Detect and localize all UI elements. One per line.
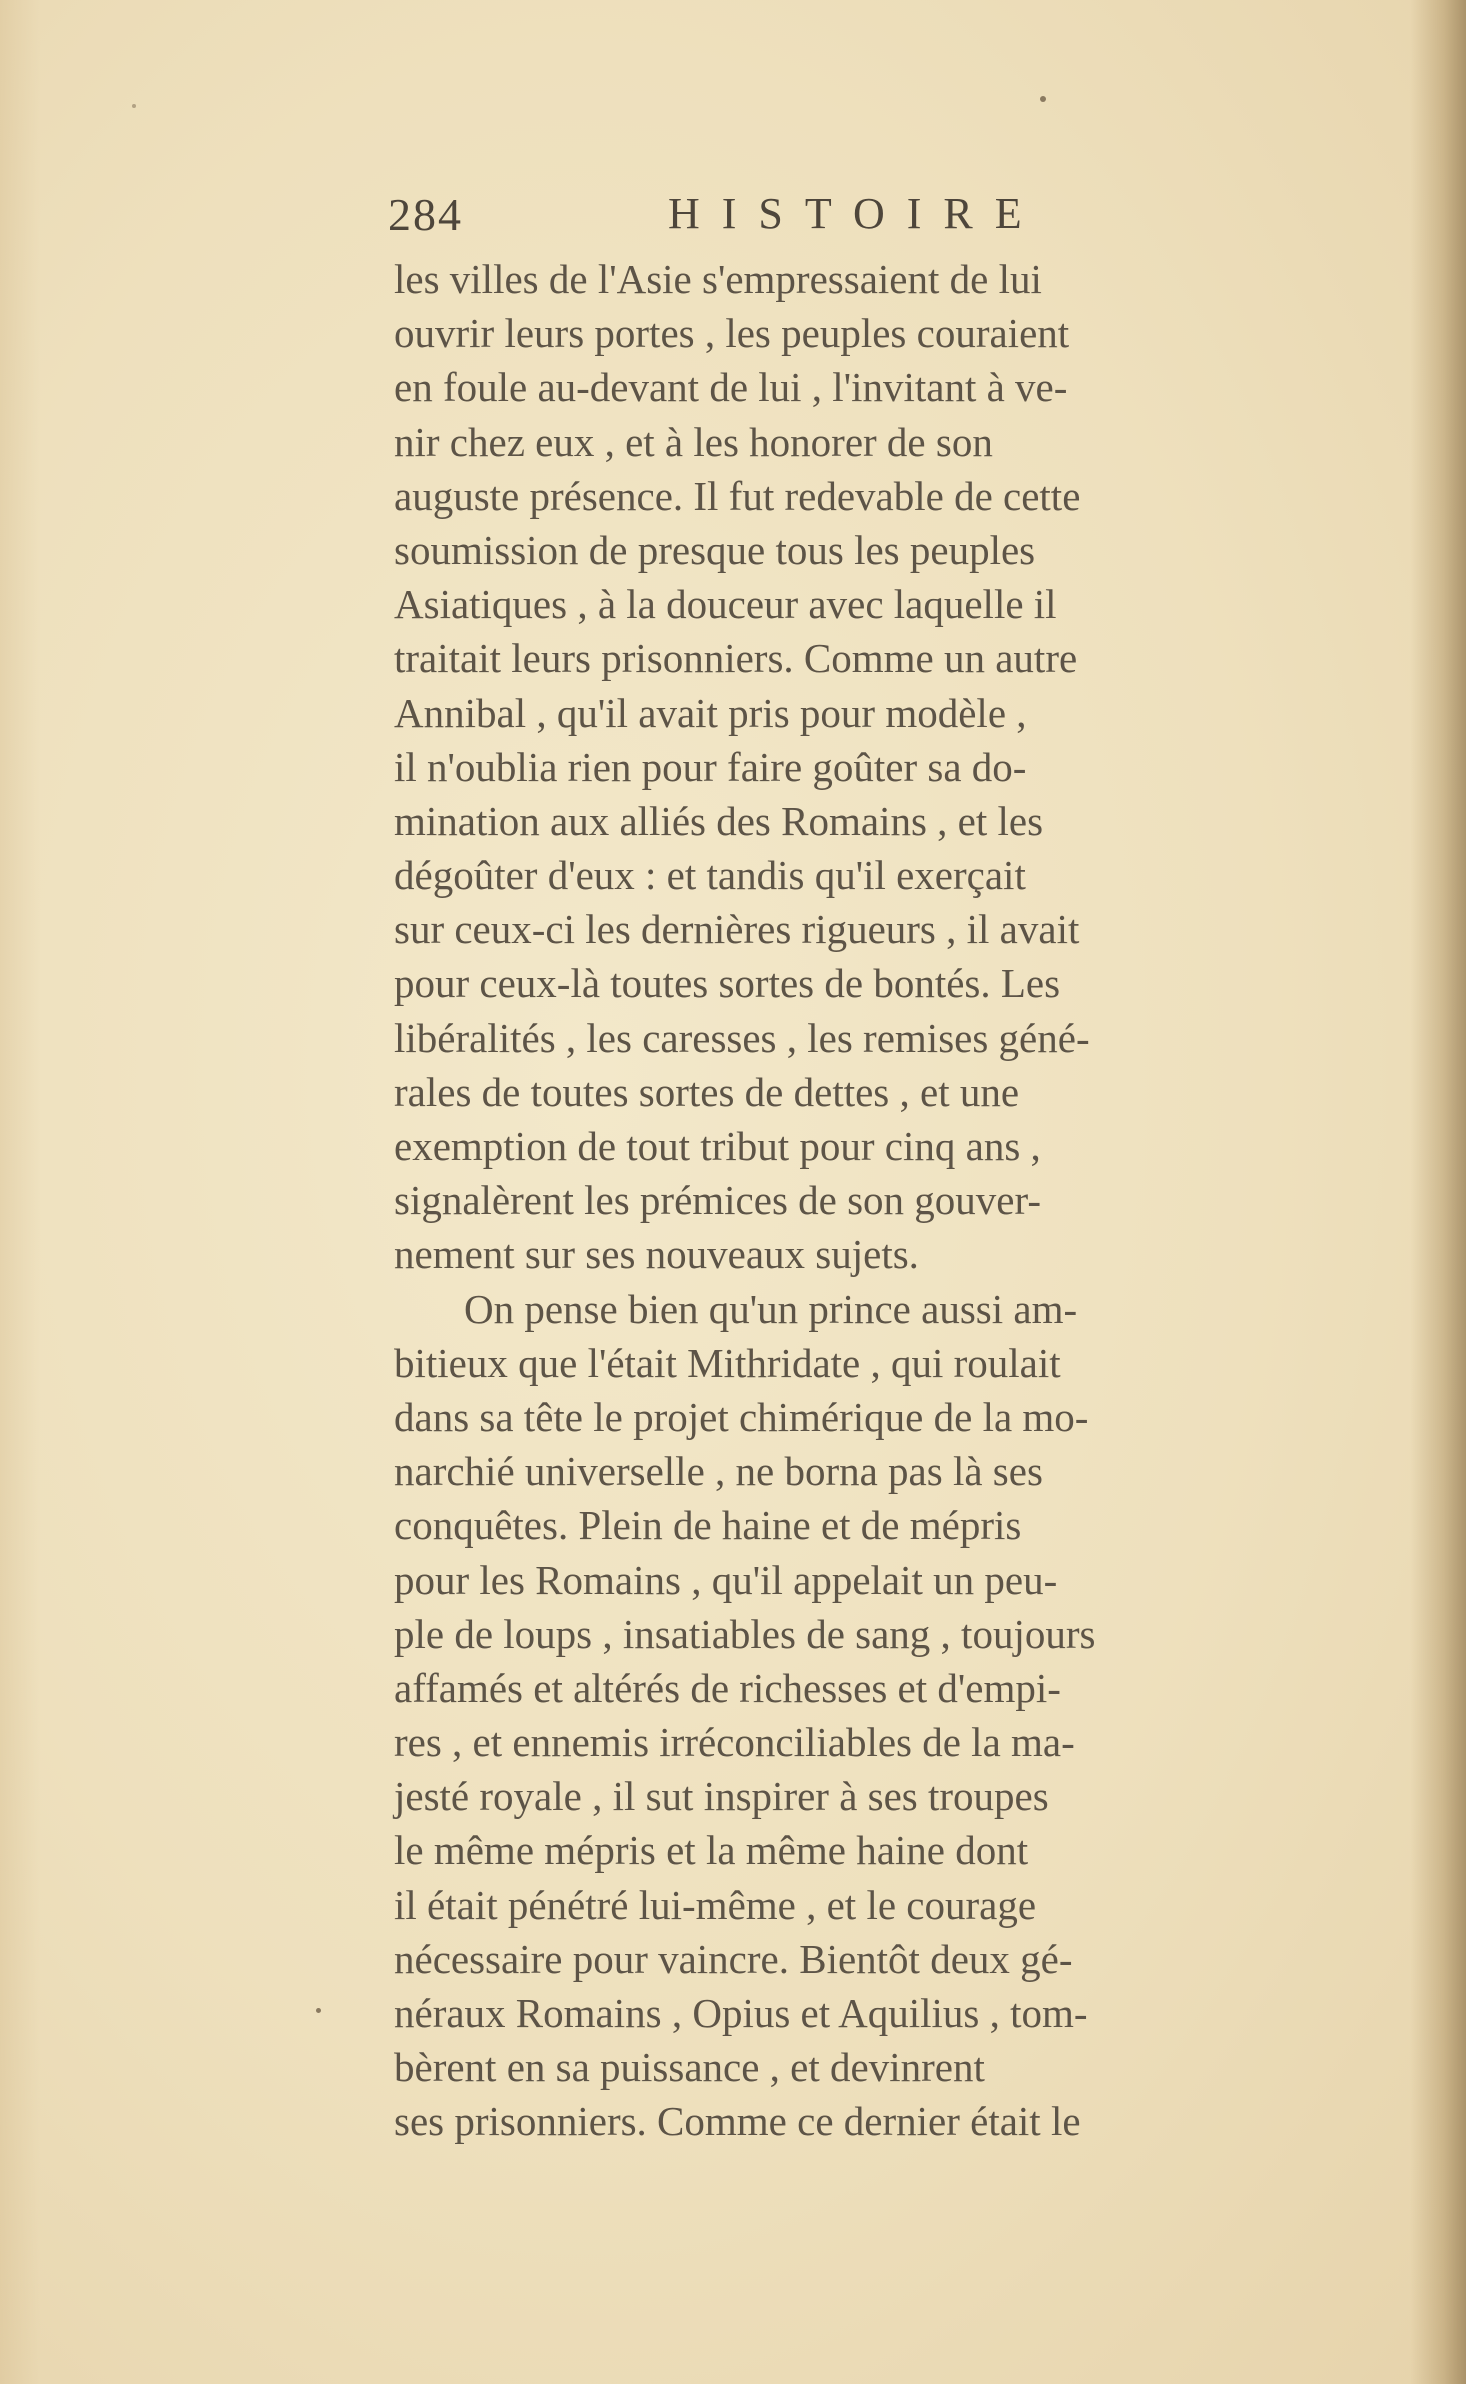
text-line: il n'oublia rien pour faire goûter sa do- <box>394 743 1027 790</box>
text-line: pour ceux-là toutes sortes de bontés. Les <box>394 960 1061 1007</box>
text-line: auguste présence. Il fut redevable de cette <box>394 472 1081 519</box>
text-line: dégoûter d'eux : et tandis qu'il exerçait <box>394 852 1026 899</box>
page-header <box>388 188 1108 248</box>
paragraph-start-line: On pense bien qu'un prince aussi am- <box>464 1285 1078 1332</box>
text-line: conquêtes. Plein de haine et de mépris <box>394 1502 1022 1549</box>
page-edge-shade <box>0 0 40 2384</box>
text-line: soumission de presque tous les peuples <box>394 526 1036 573</box>
text-line: jesté royale , il sut inspirer à ses troupes <box>394 1773 1049 1820</box>
text-line: signalèrent les prémices de son gouver- <box>394 1177 1041 1224</box>
paper-speck <box>1040 96 1046 102</box>
text-line: les villes de l'Asie s'empressaient de lui <box>394 256 1042 302</box>
page-number: 284 <box>388 189 463 240</box>
body-text <box>394 252 1374 2149</box>
text-line: traitait leurs prisonniers. Comme un autre <box>394 635 1078 682</box>
text-line: libéralités , les caresses , les remises géné- <box>394 1014 1090 1061</box>
text-line: Annibal , qu'il avait pris pour modèle , <box>394 689 1027 736</box>
paper-speck <box>132 104 136 108</box>
text-line: le même mépris et la même haine dont <box>394 1827 1029 1874</box>
text-line: mination aux alliés des Romains , et les <box>394 797 1044 844</box>
text-line: affamés et altérés de richesses et d'empi- <box>394 1664 1061 1711</box>
text-line: Asiatiques , à la douceur avec laquelle il <box>394 581 1057 628</box>
text-line: sur ceux-ci les dernières rigueurs , il avait <box>394 906 1080 953</box>
running-head: HISTOIRE <box>668 189 1044 238</box>
text-line: ple de loups , insatiables de sang , toujours <box>394 1610 1096 1657</box>
text-line: en foule au-devant de lui , l'invitant à ve- <box>394 364 1068 411</box>
text-line: bèrent en sa puissance , et devinrent <box>394 2044 985 2091</box>
text-line: ses prisonniers. Comme ce dernier était le <box>394 2098 1081 2145</box>
text-line: narchié universelle , ne borna pas là ses <box>394 1448 1043 1495</box>
text-line: néraux Romains , Opius et Aquilius , tom- <box>394 1990 1088 2036</box>
text-line: res , et ennemis irréconciliables de la ma- <box>394 1719 1075 1766</box>
text-line: rales de toutes sortes de dettes , et une <box>394 1068 1020 1115</box>
binding-gutter-shadow <box>1410 0 1466 2384</box>
text-line: ouvrir leurs portes , les peuples couraient <box>394 310 1070 357</box>
text-line: dans sa tête le projet chimérique de la mo- <box>394 1393 1089 1440</box>
text-line: pour les Romains , qu'il appelait un peu- <box>394 1556 1058 1603</box>
text-line: il était pénétré lui-même , et le courage <box>394 1881 1037 1928</box>
text-line: bitieux que l'était Mithridate , qui roulait <box>394 1339 1061 1386</box>
text-line: nécessaire pour vaincre. Bientôt deux gé- <box>394 1935 1073 1982</box>
paper-speck <box>316 2008 321 2013</box>
text-line: nement sur ses nouveaux sujets. <box>394 1231 919 1278</box>
text-line: exemption de tout tribut pour cinq ans , <box>394 1123 1041 1169</box>
text-line: nir chez eux , et à les honorer de son <box>394 418 993 465</box>
